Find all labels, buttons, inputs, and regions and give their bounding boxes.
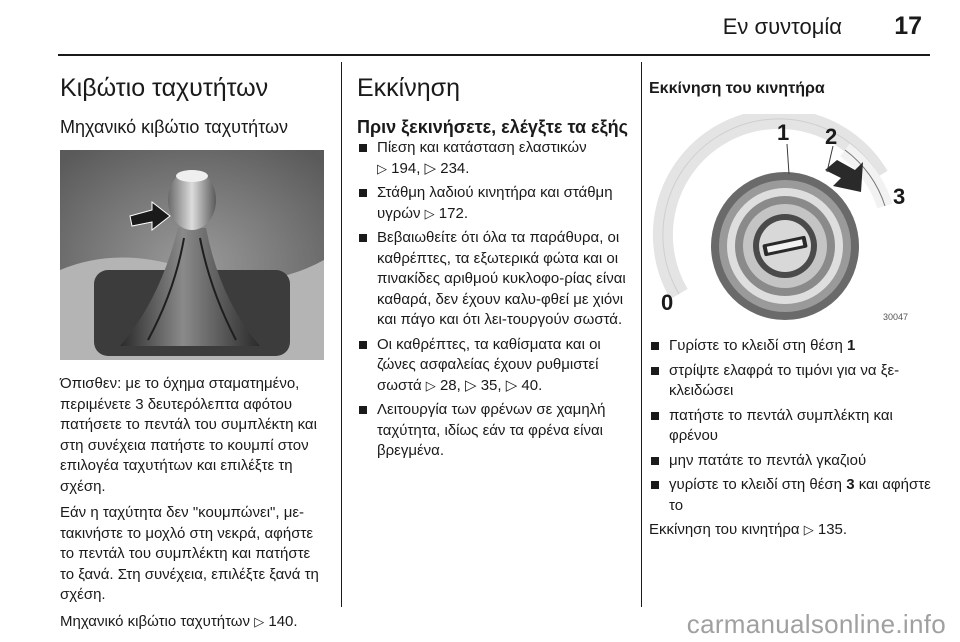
column-gearbox <box>60 64 326 632</box>
list-item-refs[interactable]: 194, ▷ 234. <box>391 159 470 177</box>
bullet-square-icon <box>359 189 367 197</box>
list-item-text: Βεβαιωθείτε ότι όλα τα παράθυρα, οι καθρέπτες, τα εξωτερικά φώτα και οι πινακίδες αριθμού κυκλοφο-ρίας είναι καθαρά, δεν έχουν καλυ-φθεί με χιόνι και πάγο και ότι λει-τουργούν σωστά. <box>377 229 626 328</box>
ignition-switch-diagram <box>649 114 929 324</box>
list-item <box>357 400 633 462</box>
gear-shift-figure <box>60 150 324 360</box>
list-item <box>357 138 633 179</box>
gear-shift-image <box>60 150 324 360</box>
list-item <box>649 451 934 472</box>
subheading-manual-gearbox: Μηχανικό κιβώτιο ταχυτήτων <box>60 117 289 137</box>
position-label-3: 3 <box>893 184 906 209</box>
list-item-text-after: και αφήστε το <box>669 476 931 514</box>
section-heading-gearbox: Κιβώτιο ταχυτήτων <box>60 74 269 102</box>
page-ref-arrow-icon: ▷ <box>377 160 387 176</box>
bullet-square-icon <box>359 406 367 414</box>
list-item <box>649 475 934 516</box>
engine-start-steps <box>649 336 934 516</box>
engine-start-ref-text: Εκκίνηση του κινητήρα <box>649 521 800 538</box>
list-item <box>357 335 633 397</box>
column-divider <box>341 62 342 607</box>
list-item-text: στρίψτε ελαφρά το τιμόνι για να ξε-κλειδώσει <box>669 361 900 399</box>
page-ref-arrow-icon: ▷ <box>425 377 436 393</box>
page-ref-arrow-icon: ▷ <box>254 613 265 629</box>
position-label-1: 1 <box>777 120 790 145</box>
position-label-0: 0 <box>661 290 674 315</box>
list-item-text: μην πατάτε το πεντάλ γκαζιού <box>669 451 867 469</box>
list-item-text: Οι καθρέπτες, τα καθίσματα και οι ζώνες ασφαλείας έχουν ρυθμιστεί σωστά <box>377 335 601 394</box>
paragraph-gear-not-engaging: Εάν η ταχύτητα δεν "κουμπώνει", με-τακινήστε το μοχλό στη νεκρά, αφήστε το πεντάλ του συμπλέκτη και πατήστε το ξανά. Στη συνέχεια, επιλέξτε ξανά τη σχέση. <box>60 504 319 603</box>
subheading-before-starting: Πριν ξεκινήσετε, ελέγξτε τα εξής <box>357 117 628 137</box>
list-item-refs[interactable]: 28, ▷ 35, ▷ 40. <box>439 376 543 394</box>
watermark: carmanualsonline.info <box>686 609 946 639</box>
bullet-square-icon <box>651 457 659 465</box>
page-number: 17 <box>894 12 922 40</box>
position-label-2: 2 <box>825 124 838 149</box>
bullet-square-icon <box>651 481 659 489</box>
list-item-refs[interactable]: 172. <box>438 204 468 222</box>
list-item <box>357 228 633 331</box>
bullet-square-icon <box>651 342 659 350</box>
section-heading-engine-start: Εκκίνηση του κινητήρα <box>649 80 825 97</box>
list-item <box>649 361 934 402</box>
paragraph-reverse: Όπισθεν: με το όχημα σταματημένο, περιμένετε 3 δευτερόλεπτα αφότου πατήσετε το πεντάλ του συμπλέκτη και στη συνέχεια πατήστε το κουμπί στον επιλογέα ταχυτήτων και επιλέξτε τη σχέση. <box>60 375 317 495</box>
column-starting <box>357 64 633 466</box>
section-heading-starting: Εκκίνηση <box>357 74 460 102</box>
bullet-square-icon <box>651 412 659 420</box>
list-item <box>649 406 934 447</box>
bullet-square-icon <box>359 234 367 242</box>
list-item-text: Στάθμη λαδιού κινητήρα και στάθμη υγρών <box>377 184 613 222</box>
list-item <box>357 183 633 224</box>
list-item-position: 3 <box>846 476 855 493</box>
list-item-text: γυρίστε το κλειδί στη θέση <box>669 476 843 493</box>
column-divider <box>641 62 642 607</box>
page-ref-arrow-icon: ▷ <box>424 205 435 221</box>
bullet-square-icon <box>359 341 367 349</box>
list-item-text: Λειτουργία των φρένων σε χαμηλή ταχύτητα, ιδίως εάν τα φρένα είναι βρεγμένα. <box>377 401 606 459</box>
header-rule <box>58 54 930 56</box>
ignition-switch-figure <box>649 114 929 324</box>
list-item <box>649 336 934 357</box>
engine-start-ref <box>649 520 934 541</box>
bullet-square-icon <box>359 144 367 152</box>
manual-gearbox-ref-page[interactable]: 140. <box>268 612 298 630</box>
list-item-text: Γυρίστε το κλειδί στη θέση <box>669 337 843 354</box>
column-engine-start <box>649 64 934 541</box>
paragraph-manual-gearbox-ref <box>60 612 326 633</box>
bullet-square-icon <box>651 367 659 375</box>
figure-code: 30047 <box>883 312 909 322</box>
list-item-text: Πίεση και κατάσταση ελαστικών <box>377 139 587 156</box>
list-item-position: 1 <box>846 337 856 354</box>
header-title: Εν συντομία <box>722 14 842 39</box>
manual-gearbox-ref-text: Μηχανικό κιβώτιο ταχυτήτων <box>60 612 251 630</box>
list-item-text: πατήστε το πεντάλ συμπλέκτη και φρένου <box>669 406 893 444</box>
checklist <box>357 138 633 462</box>
page-ref-arrow-icon: ▷ <box>803 522 814 537</box>
engine-start-ref-page[interactable]: 135. <box>817 521 848 538</box>
